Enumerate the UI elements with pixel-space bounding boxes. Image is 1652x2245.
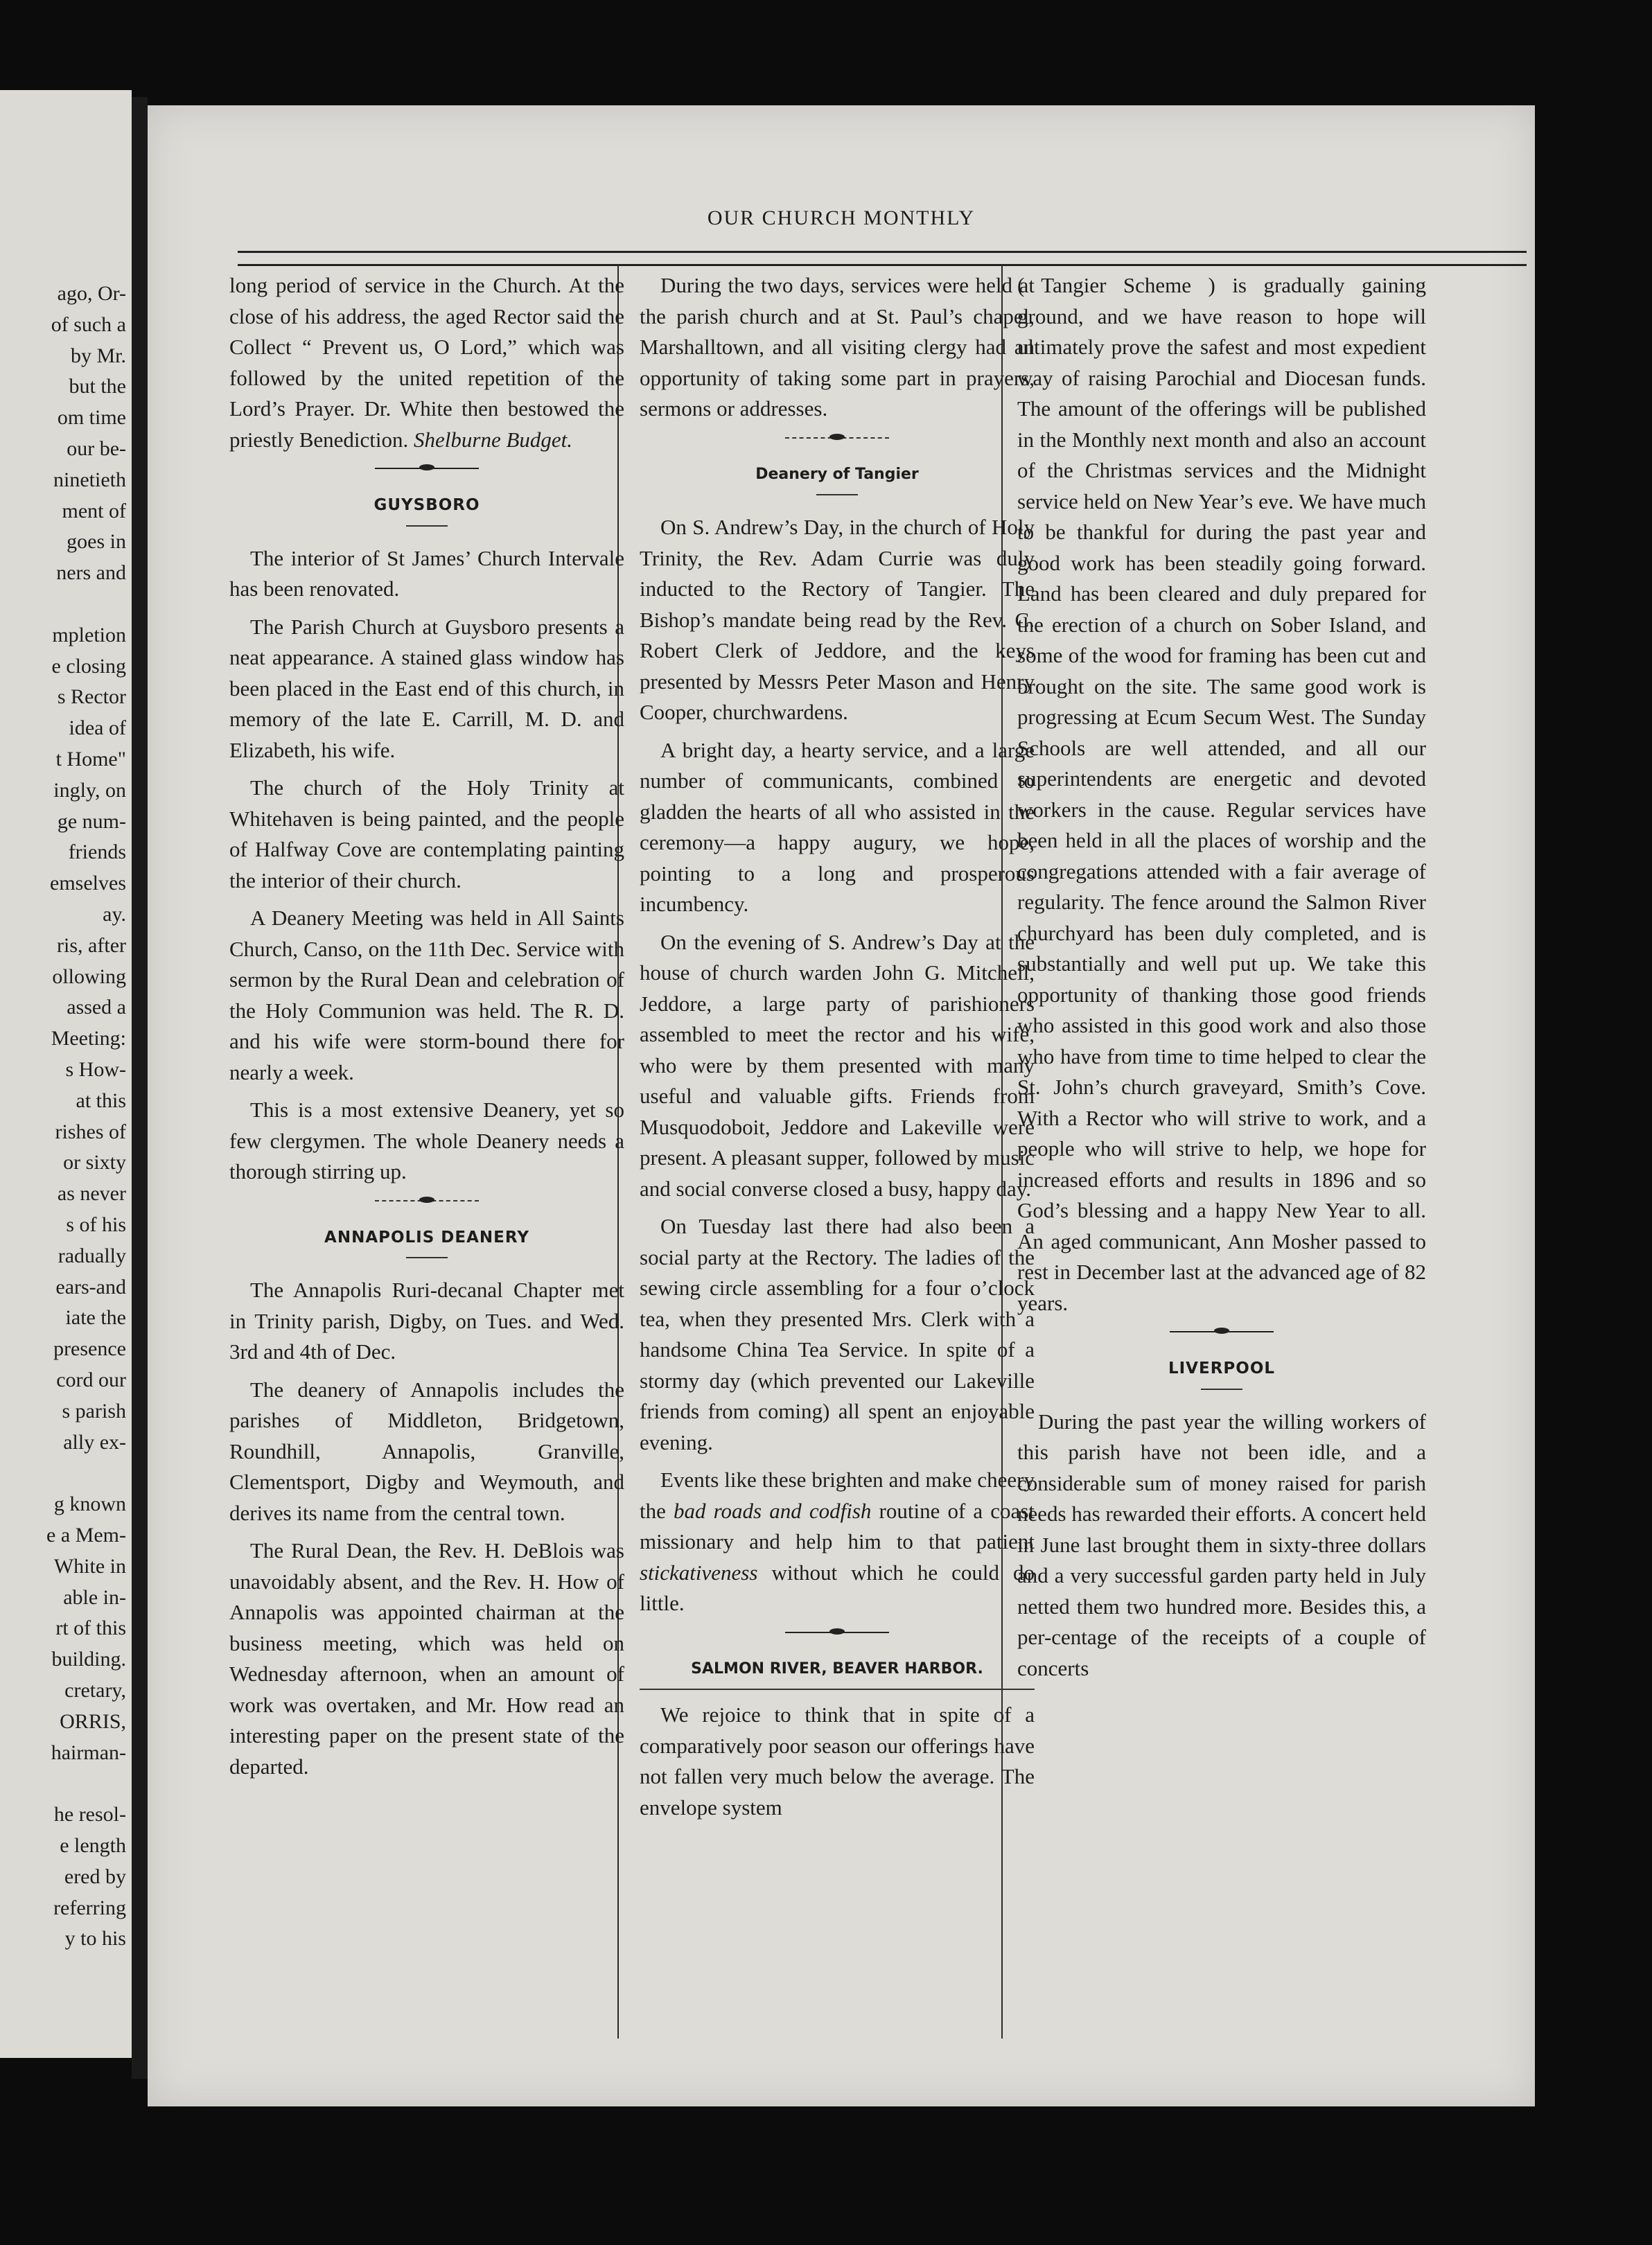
column-1: [229, 270, 624, 1789]
facing-page-line: able in-: [63, 1585, 126, 1609]
facing-page-line: White in: [53, 1554, 126, 1578]
facing-page-line: our be-: [67, 437, 126, 460]
facing-page-line: ollowing: [52, 965, 126, 988]
section-ornament: [1170, 1331, 1274, 1335]
facing-page-line: goes in: [67, 530, 126, 554]
masthead-double-rule: [238, 251, 1527, 266]
events-text-2: routine of a coast missionary and help him to that patient: [640, 1498, 1035, 1553]
facing-page-line: but the: [69, 375, 126, 398]
facing-page-line: s of his: [66, 1213, 126, 1236]
section-ornament: [375, 468, 479, 472]
annapolis-paragraph-2: The deanery of Annapolis includes the parishes of Middleton, Bridgetown, Roundhill, Annapolis, Granville, Clementsport, Digby and Weymouth, and derives its name from the central town.: [229, 1377, 624, 1525]
facing-page-line: ally ex-: [63, 1430, 126, 1454]
facing-page-line: friends: [68, 840, 126, 864]
col1-intro-text: long period of service in the Church. At the close of his address, the aged Rector said the Collect “ Prevent us, O Lord,” which was followed by the united repetition of the Lord’s Prayer. Dr. White then bestowed the priestly Benediction.: [229, 273, 624, 452]
facing-page-line: ay.: [103, 903, 126, 926]
facing-page-line: ORRIS,: [60, 1709, 126, 1733]
facing-page-line: at this: [76, 1089, 126, 1112]
col1-intro-paragraph: [229, 270, 624, 455]
annapolis-paragraph-1: The Annapolis Ruri-decanal Chapter met in Trinity parish, Digby, on Tues. and Wed. 3rd and 4th of Dec.: [229, 1278, 624, 1364]
tangier-heading: Deanery of Tangier: [755, 465, 919, 483]
facing-page-line: ge num-: [57, 809, 126, 833]
annapolis-heading: ANNAPOLIS DEANERY: [324, 1228, 529, 1247]
facing-page-line: y to his: [64, 1927, 126, 1951]
facing-page-line: presence: [53, 1337, 126, 1361]
facing-page-line: rishes of: [55, 1120, 126, 1143]
facing-page-line: idea of: [69, 716, 126, 740]
page-binding: [132, 97, 148, 2079]
heading-rule: [640, 1689, 1035, 1690]
facing-page-line: of such a: [51, 312, 126, 336]
column-3: [1017, 270, 1426, 1691]
facing-page-line: hairman-: [51, 1741, 126, 1764]
guysboro-paragraph-4: A Deanery Meeting was held in All Saints Church, Canso, on the 11th Dec. Service with sermon by the Rural Dean and celebration of the Holy Communion was held. The R. D. and his wife were storm-bound there for nearly a week.: [229, 906, 624, 1084]
tangier-paragraph-3: On the evening of S. Andrew’s Day at the house of church warden John G. Mitchell, Jeddore, a large party of parishioners assembled to meet the rector and his wife, who were by them presented with many useful and valuable gifts. Friends from Musquodoboit, Jeddore and Lakeville were present. A pleasant supper, followed by music and social converse closed a busy, happy day.: [640, 929, 1035, 1201]
section-ornament: [785, 437, 889, 441]
facing-page-line: t Home": [55, 748, 126, 771]
facing-page-line: assed a: [67, 996, 126, 1019]
masthead: OUR CHURCH MONTHLY: [707, 206, 976, 229]
facing-page-line: ingly, on: [53, 778, 126, 802]
facing-page-line: e closing: [51, 654, 126, 678]
guysboro-paragraph-3: The church of the Holy Trinity at Whitehaven is being painted, and the people of Halfway Cove are contemplating painting the interior of their church.: [229, 775, 624, 892]
liverpool-heading: LIVERPOOL: [1168, 1359, 1276, 1377]
events-emphasis-2: stickativeness: [640, 1560, 758, 1585]
section-ornament: [785, 1632, 889, 1636]
heading-rule: [816, 494, 858, 495]
facing-page-line: ered by: [64, 1865, 126, 1888]
facing-page-line: ninetieth: [53, 468, 126, 491]
facing-page-line: s How-: [65, 1058, 126, 1081]
guysboro-paragraph-1: The interior of St James’ Church Intervale has been renovated.: [229, 545, 624, 601]
facing-page-line: he resol-: [53, 1803, 126, 1826]
guysboro-paragraph-5: This is a most extensive Deanery, yet so few clergymen. The whole Deanery needs a thorough stirring up.: [229, 1098, 624, 1183]
facing-page-line: e a Mem-: [46, 1524, 126, 1547]
facing-page-line: referring: [53, 1896, 126, 1919]
guysboro-paragraph-2: The Parish Church at Guysboro presents a neat appearance. A stained glass window has been placed in the East end of this church, in memory of the late E. Carrill, M. D. and Elizabeth, his wife.: [229, 614, 624, 762]
tangier-paragraph-2: A bright day, a hearty service, and a large number of communicants, combined to gladden the hearts of all who assisted in the ceremony—a happy augury, we hope, pointing to a long and prosperous incumbency.: [640, 737, 1035, 916]
facing-page-line: cretary,: [64, 1679, 126, 1702]
facing-page-line: s parish: [62, 1399, 126, 1423]
facing-page-line: iate the: [65, 1306, 126, 1330]
facing-page-line: by Mr.: [70, 344, 126, 367]
col2-intro-paragraph: During the two days, services were held at the parish church and at St. Paul’s chapel, Marshalltown, and all visiting clergy had an opportunity of taking some part in prayers, sermons or addresses.: [640, 273, 1035, 421]
col1-intro-source: Shelburne Budget.: [414, 427, 573, 452]
heading-rule: [406, 1257, 448, 1258]
facing-page-line: om time: [57, 406, 126, 430]
facing-page-line: mpletion: [52, 623, 126, 646]
facing-page-line: e length: [60, 1834, 126, 1857]
heading-rule: [406, 525, 448, 527]
section-ornament: [375, 1200, 479, 1204]
events-paragraph: [640, 1465, 1035, 1619]
newspaper-page: [148, 105, 1535, 2106]
tangier-paragraph-4: On Tuesday last there had also been a social party at the Rectory. The ladies of the sewing circle assembling for a four o’clock tea, when they presented Mrs. Clerk with a handsome China Tea Service. In spite of a stormy day (which prevented our Lakeville friends from coming) all spent an enjoyable evening.: [640, 1214, 1035, 1454]
col3-intro-paragraph: ( Tangier Scheme ) is gradually gaining ground, and we have reason to hope will ultimately prove the safest and most expedient way of raising Parochial and Diocesan funds. The amount of the offerings will be published in the Monthly next month and also an account of the Christmas services and the Midnight service held on New Year’s eve. We have much to be thankful for during the past year and good work has been steadily going forward. Land has been cleared and duly prepared for the erection of a church on Sober Island, and some of the wood for framing has been cut and brought on the site. The same good work is progressing at Ecum Secum West. The Sunday Schools are well attended, and all our superintendents are energetic and devoted workers in the cause. Regular services have been held in all the places of worship and the congregations attended with a fair average of regularity. The fence around the Salmon River churchyard has been duly completed, and is substantially and well put up. We take this opportunity of thanking those good friends who assisted in this good work and also those who have from time to time helped to clear the St. John’s church graveyard, Smith’s Cove. With a Rector who will strive to work, and a people who will strive to help, we hope for increased efforts and results in 1896 and so God’s blessing and a happy New Year to all. An aged communicant, Ann Mosher passed to rest in December last at the advanced age of 82 years.: [1017, 273, 1426, 1315]
heading-rule: [1201, 1389, 1242, 1390]
events-text-1: Events like these brighten and make cheery the: [640, 1468, 1035, 1523]
facing-page-line: ment of: [62, 499, 126, 522]
liverpool-paragraph: During the past year the willing workers of this parish have not been idle, and a considerable sum of money raised for parish needs has rewarded their efforts. A concert held in June last brought them in sixty-three dollars and a very successful garden party held in July netted them two hundred more. Besides this, a per-centage of the receipts of a couple of concerts: [1017, 1409, 1426, 1680]
facing-page-line: ners and: [56, 561, 126, 585]
facing-page-line: cord our: [56, 1368, 126, 1391]
salmon-river-paragraph: We rejoice to think that in spite of a comparatively poor season our offerings have not fallen very much below the average. The envelope system: [640, 1702, 1035, 1820]
facing-page-line: g known: [53, 1493, 126, 1516]
column-2: [640, 270, 1035, 1830]
facing-page-line: Meeting:: [51, 1027, 126, 1050]
facing-page-line: ris, after: [57, 933, 126, 957]
facing-page-line: ago, Or-: [57, 282, 126, 305]
facing-page-line: rt of this: [55, 1617, 126, 1640]
facing-page-line: s Rector: [57, 685, 126, 709]
facing-page-line: building.: [51, 1648, 126, 1671]
guysboro-heading: GUYSBORO: [374, 496, 480, 514]
facing-page-line: ears-and: [55, 1275, 126, 1298]
salmon-river-heading: SALMON RIVER, BEAVER HARBOR.: [691, 1659, 983, 1678]
tangier-paragraph-1: On S. Andrew’s Day, in the church of Holy Trinity, the Rev. Adam Currie was duly inducted to the Rectory of Tangier. The Bishop’s mandate being read by the Rev. C. Robert Clerk of Jeddore, and the keys presented by Messrs Peter Mason and Henry Cooper, churchwardens.: [640, 515, 1035, 724]
facing-page-line: as never: [57, 1182, 126, 1206]
facing-page-line: emselves: [50, 872, 126, 895]
annapolis-paragraph-3: The Rural Dean, the Rev. H. DeBlois was unavoidably absent, and the Rev. H. How of Annapolis was appointed chairman at the business meeting, which was held on Wednesday afternoon, when an amount of work was overtaken, and Mr. How read an interesting paper on the present state of the departed.: [229, 1538, 624, 1779]
events-emphasis-1: bad roads and codfish: [674, 1498, 872, 1523]
facing-page-line: radually: [58, 1244, 126, 1267]
facing-page-line: or sixty: [63, 1151, 126, 1174]
facing-page-fragment: [0, 90, 132, 2058]
events-text-3: without which he could do little.: [640, 1560, 1035, 1615]
